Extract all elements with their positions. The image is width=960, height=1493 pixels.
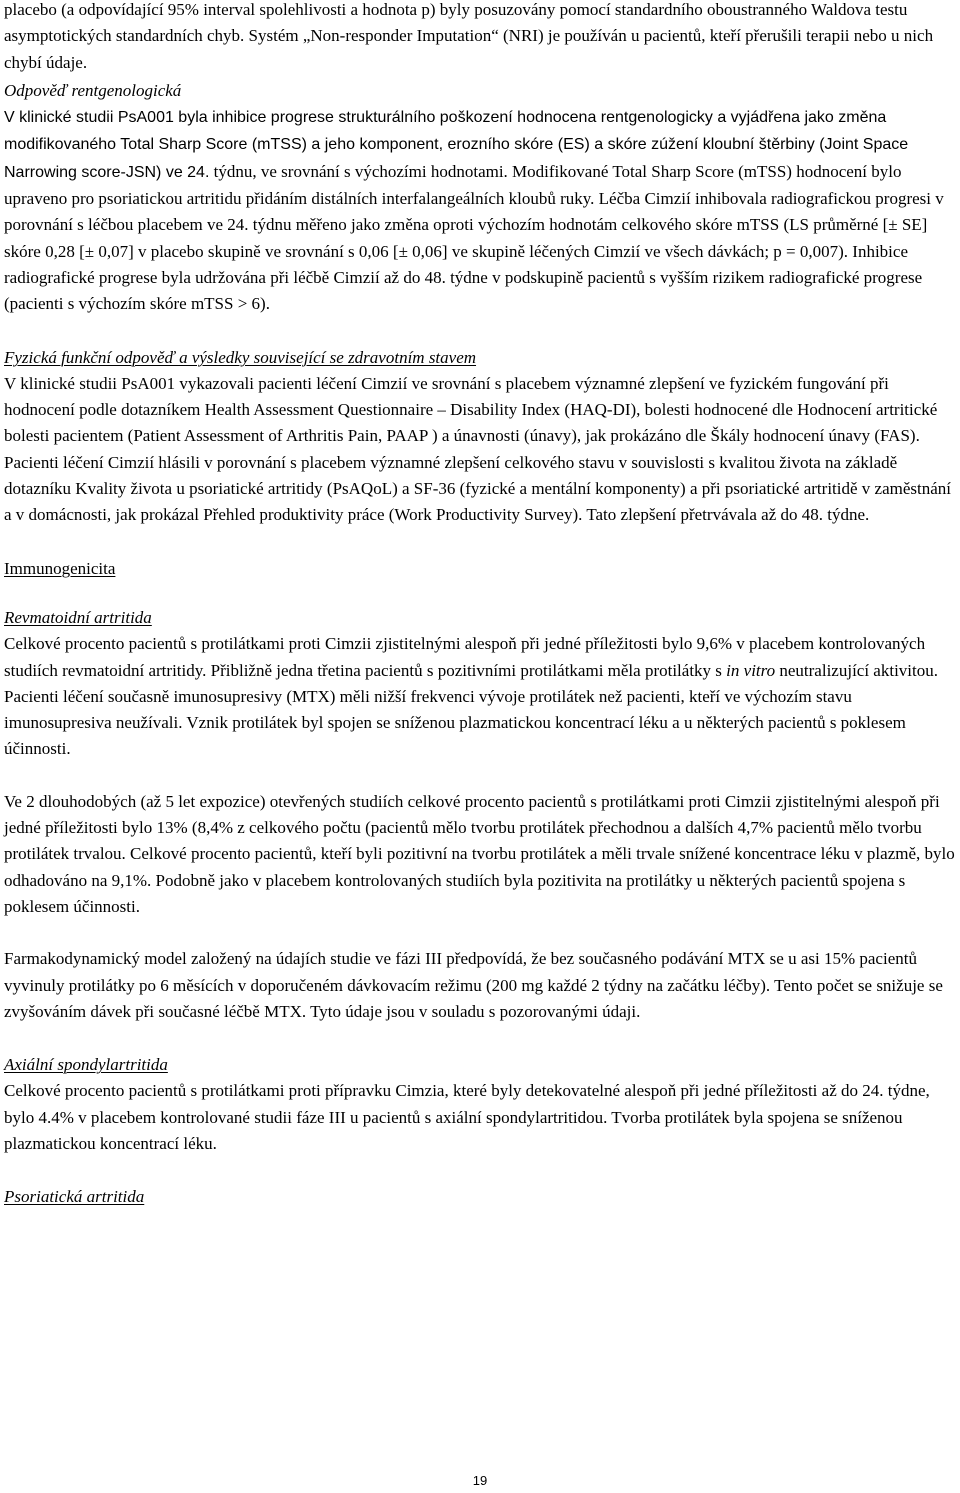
- ra-paragraph-2: Ve 2 dlouhodobých (až 5 let expozice) otevřených studiích celkové procento pacientů s protilátkami proti Cimzii zjistitelnými alespoň při jedné příležitosti bylo 13% (8,4% z celkového počtu (pacientů mělo tvorbu protilátek přechodnou a dalších 4,7% pacientů mělo tvorbu protilátek trvalou. Celkové procento pacientů, kteří byli pozitivní na tvorbu protilátek a měli trvale snížené koncentrace léku v plazmě, bylo odhadováno na 9,1%. Podobně jako v placebem kontrolovaných studiích byla pozitivita na protilátky u některých pacientů spojena s poklesem účinnosti.: [4, 791, 955, 916]
- ra-paragraph-1: [4, 631, 956, 762]
- radiographic-text-part2: týdnu, ve srovnání s výchozími hodnotami. Modifikované Total Sharp Score (mTSS) hodnocení bylo upraveno pro psoriatickou artritidu přidáním distálních interfalangeálních kloubů ruky. Léčba Cimzií inhibovala radiografickou progresi v porovnání s léčbou placebem ve 24. týdnu měřeno jako změna oproti výchozím hodnotám celkového skóre mTSS (LS průměrné [± SE] skóre 0,28 [± 0,07] v placebo skupině ve srovnání s 0,06 [± 0,06] ve skupině léčených Cimzií ve všech dávkách; p = 0,007). Inhibice radiografické progrese byla udržována při léčbě Cimzií až do 48. týdne v podskupině pacientů s vyšším rizikem radiografické progrese (pacienti s výchozím skóre mTSS > 6).: [4, 161, 944, 314]
- ra-p1-italic: in vitro: [726, 660, 776, 680]
- document-page: [4, 0, 956, 1211]
- ra-p1-text-b: neutralizující aktivitou. Pacienti léčení současně imunosupresivy (MTX) měli nižší frekvenci vývoje protilátek než pacienti, kteří ve výchozím stavu imunosupresiva neužívali. Vznik protilátek byl spojen se sníženou plazmatickou koncentrací léku a u některých pacientů s poklesem účinnosti.: [4, 660, 938, 759]
- intro-paragraph: placebo (a odpovídající 95% interval spolehlivosti a hodnota p) byly posuzovány pomocí standardního oboustranného Waldova testu asymptotických standardních chyb. Systém „Non-responder Imputation“ (NRI) je používán u pacientů, kteří přerušili terapii nebo u nich chybí údaje.: [4, 0, 934, 72]
- psa-heading: Psoriatická artritida: [4, 1187, 145, 1207]
- page-number: 19: [472, 1473, 488, 1488]
- ra-paragraph-3: Farmakodynamický model založený na údajích studie ve fázi III předpovídá, že bez současného podávání MTX se u asi 15% pacientů vyvinuly protilátky po 6 měsících v doporučeném dávkovacím režimu (200 mg každé 2 týdny na začátku léčby). Tento počet se snižuje se zvyšováním dávek při současné léčbě MTX. Tyto údaje jsou v souladu s pozorovanými údaji.: [4, 949, 943, 1021]
- radiographic-heading: Odpověď rentgenologická: [4, 80, 182, 100]
- physical-function-heading: Fyzická funkční odpověď a výsledky související se zdravotním stavem: [4, 347, 477, 367]
- axspa-heading: Axiální spondylartritida: [4, 1055, 168, 1075]
- ra-p1-text-a: Celkové procento pacientů s protilátkami proti Cimzii zjistitelnými alespoň při jedné příležitosti bylo 9,6% v placebem kontrolovaných studiích revmatoidní artritidy. Přibližně jedna třetina pacientů s pozitivními protilátkami měla protilátky s: [4, 634, 926, 680]
- physical-function-paragraph: V klinické studii PsA001 vykazovali pacienti léčení Cimzií ve srovnání s placebem významné zlepšení ve fyzickém fungování při hodnocení podle dotazníkem Health Assessment Questionnaire – Disability Index (HAQ-DI), bolesti hodnocené dle Hodnocení artritické bolesti pacientem (Patient Assessment of Arthritis Pain, PAAP ) a únavnosti (únavy), jak prokázáno dle Škály hodnocení únavy (FAS). Pacienti léčení Cimzií hlásili v porovnání s placebem významné zlepšení celkového stavu v souvislosti s kvalitou života na základě dotazníku Kvality života u psoriatické artritidy (PsAQoL) a SF-36 (fyzické a mentální komponenty) a při psoriatické artritidě v zaměstnání a v domácnosti, jak prokázal Přehled produktivity práce (Work Productivity Survey). Tato zlepšení přetrvávala až do 48. týdne.: [4, 373, 952, 525]
- immunogenicity-heading: Immunogenicita: [4, 558, 116, 578]
- radiographic-paragraph: [4, 104, 956, 317]
- radiographic-text-part1: V klinické studii PsA001 byla inhibice progrese strukturálního poškození hodnocena rentgenologicky a vyjádřena jako změna modifikovaného Total Sharp Score (mTSS) a jeho komponent, erozního skóre (ES) a skóre zúžení kloubní štěrbiny (Joint Space Narrowing score-JSN) ve 24.: [4, 109, 909, 181]
- ra-heading: Revmatoidní artritida: [4, 607, 152, 627]
- axspa-paragraph: Celkové procento pacientů s protilátkami proti přípravku Cimzia, které byly detekovatelné alespoň při jedné příležitosti až do 24. týdne, bylo 4.4% v placebem kontrolované studii fáze III u pacientů s axiální spondylartritidou. Tvorba protilátek byla spojena se sníženou plazmatickou koncentrací léku.: [4, 1081, 930, 1153]
